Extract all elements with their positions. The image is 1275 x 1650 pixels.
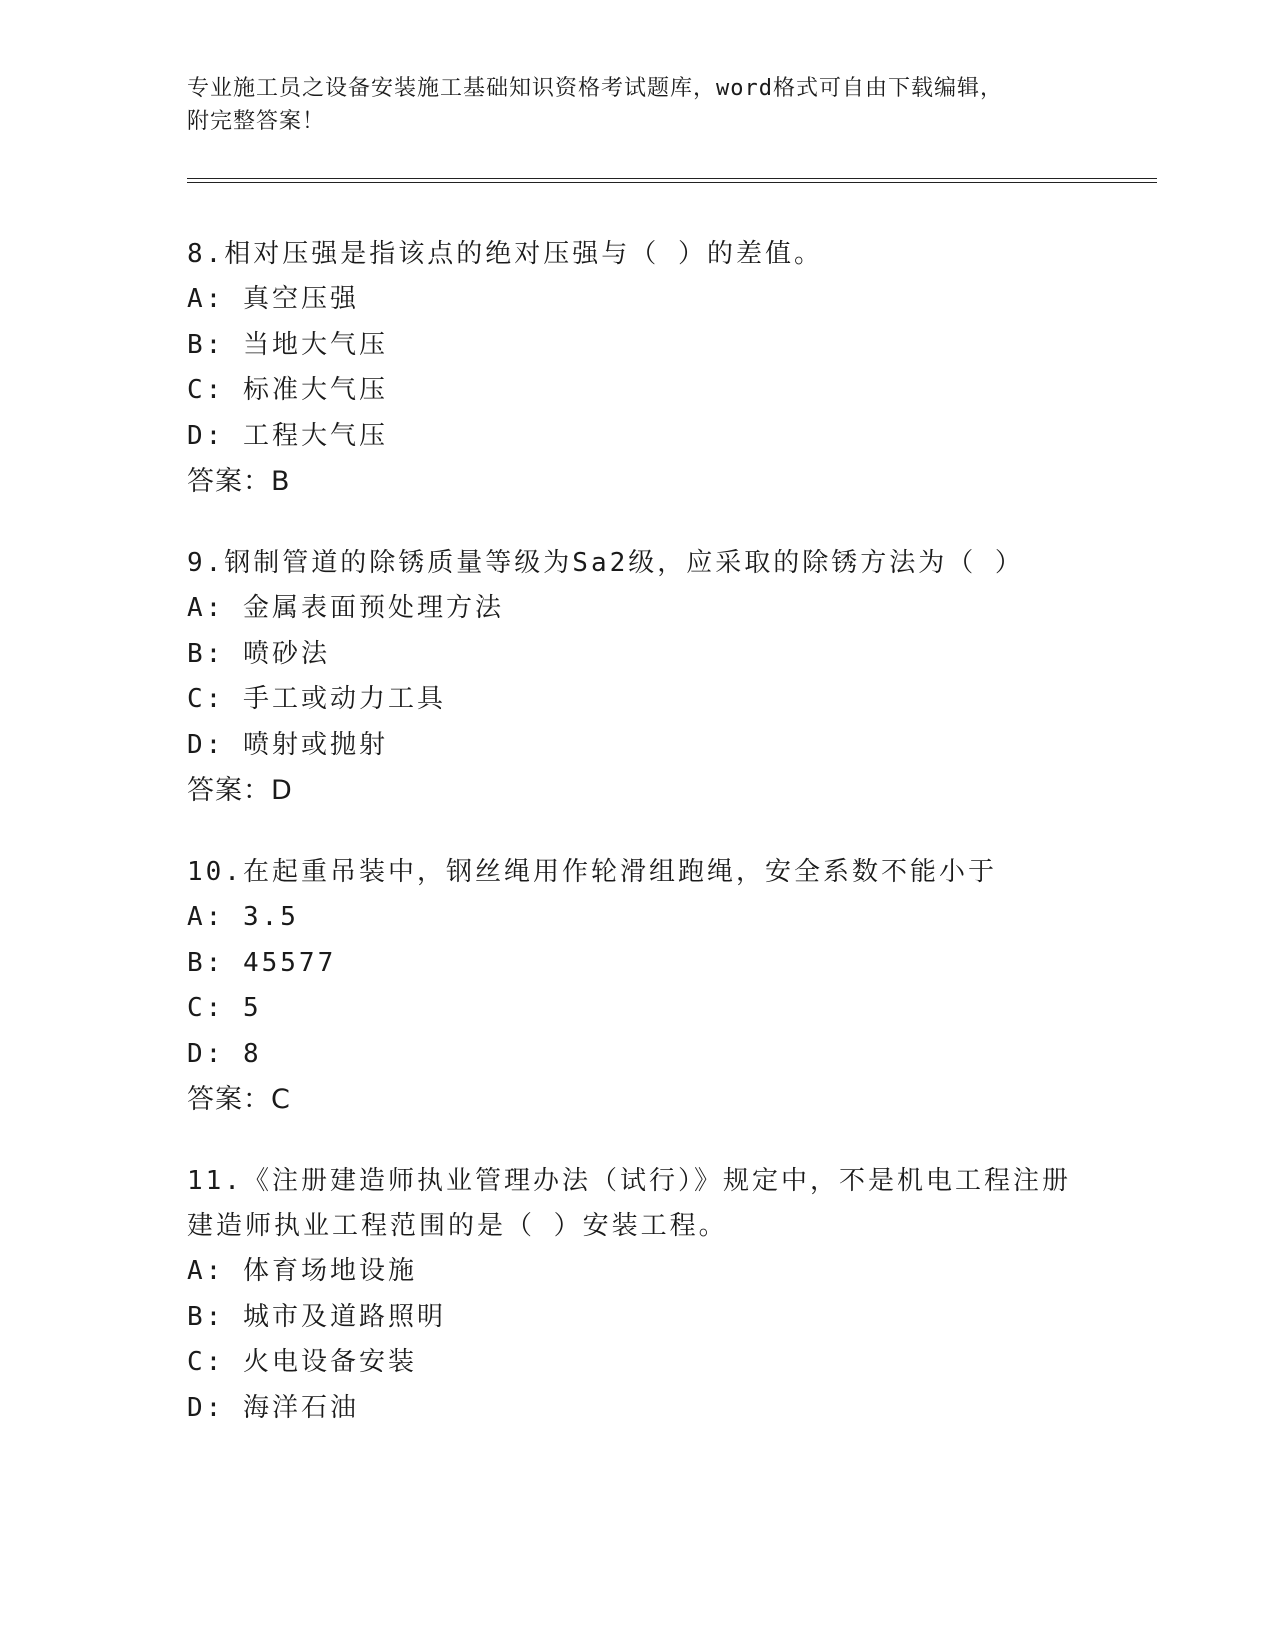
option-b: B: 城市及道路照明: [187, 1301, 446, 1332]
document-page: [187, 72, 1157, 1467]
answer-label: 答案：B: [187, 466, 291, 497]
option-list: [187, 895, 1157, 1077]
option-d: D: 8: [187, 1038, 262, 1069]
question-list: [187, 232, 1157, 1431]
option-d: D: 工程大气压: [187, 420, 388, 451]
option-b: B: 45577: [187, 947, 337, 978]
question-stem: [187, 232, 1157, 277]
question-stem-line: 10.在起重吊装中，钢丝绳用作轮滑组跑绳，安全系数不能小于: [187, 857, 997, 887]
document-header: [187, 72, 1157, 138]
option-d: D: 海洋石油: [187, 1392, 359, 1423]
question-9: [187, 541, 1157, 814]
option-a: A: 真空压强: [187, 284, 359, 314]
option-c: C: 标准大气压: [187, 375, 388, 405]
question-stem-line: 9.钢制管道的除锈质量等级为Sa2级，应采取的除锈方法为（ ）: [187, 548, 1024, 578]
option-list: [187, 1249, 1157, 1431]
option-c: C: 手工或动力工具: [187, 684, 446, 714]
question-stem-line: 8.相对压强是指该点的绝对压强与（ ）的差值。: [187, 239, 823, 269]
question-stem-line: 11.《注册建造师执业管理办法（试行）》规定中，不是机电工程注册: [187, 1166, 1071, 1196]
question-10: [187, 850, 1157, 1123]
question-stem: [187, 1159, 1157, 1249]
option-c: C: 火电设备安装: [187, 1347, 417, 1377]
answer-label: 答案：C: [187, 1084, 291, 1115]
option-a: A: 体育场地设施: [187, 1256, 417, 1286]
option-list: [187, 277, 1157, 459]
option-c: C: 5: [187, 993, 262, 1023]
option-list: [187, 586, 1157, 768]
question-11: [187, 1159, 1157, 1431]
header-line: 专业施工员之设备安装施工基础知识资格考试题库，word格式可自由下载编辑，: [187, 76, 1003, 101]
header-divider: [187, 178, 1157, 183]
question-stem: [187, 541, 1157, 586]
question-stem-line: 建造师执业工程范围的是（ ）安装工程。: [187, 1211, 728, 1241]
option-d: D: 喷射或抛射: [187, 729, 388, 760]
option-b: B: 当地大气压: [187, 329, 388, 360]
option-b: B: 喷砂法: [187, 638, 330, 669]
answer-label: 答案：D: [187, 775, 293, 806]
question-8: [187, 232, 1157, 505]
option-a: A: 3.5: [187, 902, 299, 932]
question-stem: [187, 850, 1157, 895]
header-line: 附完整答案！: [187, 109, 326, 134]
option-a: A: 金属表面预处理方法: [187, 593, 504, 623]
